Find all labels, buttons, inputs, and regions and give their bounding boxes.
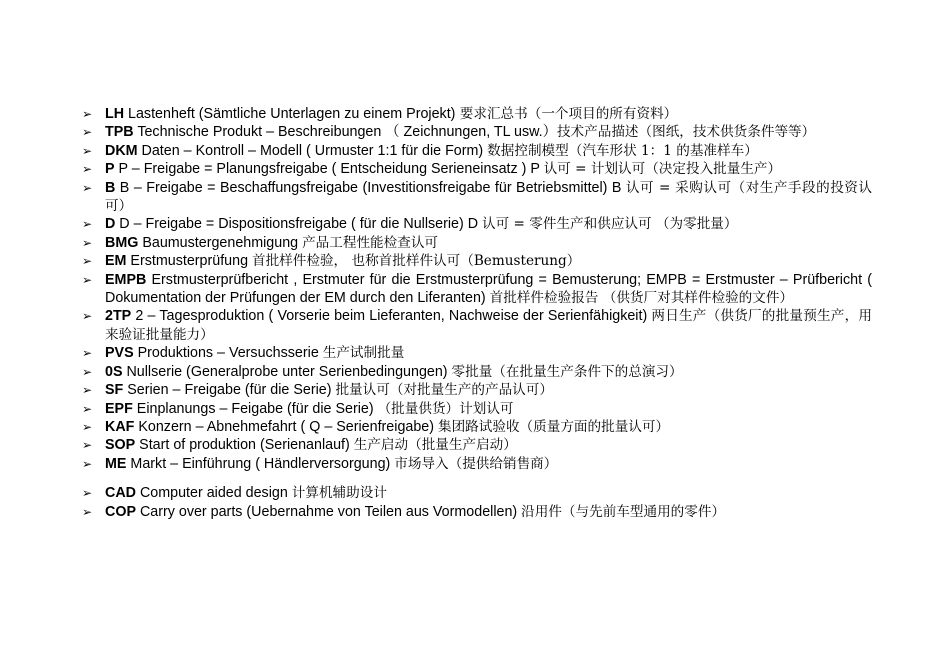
entry-abbreviation: DKM — [105, 142, 138, 159]
entry-chinese-translation: 产品工程性能检查认可 — [302, 234, 439, 251]
arrow-bullet-icon: ➢ — [82, 272, 93, 287]
entry-abbreviation: 0S — [105, 363, 123, 380]
glossary-entry — [82, 363, 872, 381]
entry-abbreviation: CAD — [105, 485, 136, 502]
entry-chinese-translation: 认可 = 零件生产和供应认可 （为零批量） — [482, 216, 738, 233]
arrow-bullet-icon: ➢ — [82, 401, 93, 416]
entry-chinese-translation: 技术产品描述（图纸，技术供货条件等等） — [556, 124, 816, 141]
entry-abbreviation: PVS — [105, 345, 134, 362]
entry-chinese-translation: 市场导入（提供给销售商） — [394, 455, 558, 472]
glossary-entry — [82, 455, 872, 473]
glossary-entry — [82, 503, 872, 521]
entry-chinese-translation: 要求汇总书（一个项目的所有资料） — [455, 106, 678, 122]
entry-chinese-translation: 零批量（在批量生产条件下的总演习） — [451, 363, 683, 380]
entry-german-definition: Computer aided design — [135, 485, 292, 502]
arrow-bullet-icon: ➢ — [82, 346, 93, 361]
glossary-entry — [82, 123, 872, 141]
entry-abbreviation: 2TP — [105, 308, 132, 325]
entry-chinese-translation: 认可 = 计划认可（决定投入批量生产） — [543, 161, 782, 178]
arrow-bullet-icon: ➢ — [82, 383, 93, 398]
entry-german-definition: Baumustergenehmigung — [138, 234, 303, 251]
arrow-bullet-icon: ➢ — [82, 419, 93, 434]
glossary-entry — [82, 179, 872, 216]
entry-chinese-translation: 首批样件检验， 也称首批样件认可（Bemusterung） — [252, 253, 581, 270]
glossary-entry — [82, 215, 872, 233]
arrow-bullet-icon: ➢ — [82, 364, 93, 379]
arrow-bullet-icon: ➢ — [82, 162, 93, 177]
entry-german-definition: Nullserie (Generalprobe unter Serienbedingungen) — [122, 363, 452, 380]
arrow-bullet-icon: ➢ — [82, 309, 93, 324]
entry-german-definition: 2 – Tagesproduktion ( Vorserie beim Lieferanten, Nachweise der Serienfähigkeit) — [131, 308, 652, 325]
entry-german-definition: Einplanungs – Feigabe (für die Serie) — [132, 400, 378, 417]
entry-abbreviation: EMPB — [105, 271, 147, 288]
entry-abbreviation: BMG — [105, 234, 139, 251]
entry-german-definition: Carry over parts (Uebernahme von Teilen aus Vormodellen) — [135, 503, 522, 520]
entry-german-definition: Technische Produkt – Beschreibungen （ Zeichnungen, TL usw.） — [133, 124, 557, 141]
entry-german-definition: Serien – Freigabe (für die Serie) — [123, 382, 336, 399]
entry-german-definition: D – Freigabe = Dispositionsfreigabe ( für die Nullserie) D — [115, 216, 483, 233]
glossary-entry — [82, 271, 872, 308]
arrow-bullet-icon: ➢ — [82, 125, 93, 140]
entry-chinese-translation: 集团路试验收（质量方面的批量认可） — [437, 418, 670, 435]
entry-german-definition: Konzern – Abnehmefahrt ( Q – Serienfreigabe) — [134, 418, 438, 435]
entry-german-definition: Daten – Kontroll – Modell ( Urmuster 1:1 für die Form) — [137, 142, 488, 159]
entry-german-definition: Start of produktion (Serienanlauf) — [135, 437, 354, 454]
abbreviation-glossary — [82, 105, 872, 521]
glossary-entry — [82, 418, 872, 436]
arrow-bullet-icon: ➢ — [82, 235, 93, 250]
glossary-entry — [82, 142, 872, 160]
arrow-bullet-icon: ➢ — [82, 456, 93, 471]
list-spacer — [82, 473, 872, 484]
entry-abbreviation: P — [105, 161, 115, 178]
entry-german-definition: Erstmusterprüfbericht , Erstmuter für die Erstmusterprüfung = Bemusterung; EMPB = Erstmuster – Prüfbericht ( Dokumentation der Prüfungen der EM durch den Liferanten) — [105, 271, 872, 307]
entry-abbreviation: COP — [105, 503, 136, 520]
entry-chinese-translation: 两日生产（供货厂的批量预生产，用来验证批量能力） — [105, 308, 872, 343]
entry-abbreviation: SOP — [105, 437, 136, 454]
glossary-entry — [82, 307, 872, 344]
glossary-entry — [82, 252, 872, 270]
arrow-bullet-icon: ➢ — [82, 486, 93, 501]
entry-chinese-translation: 沿用件（与先前车型通用的零件） — [521, 503, 726, 520]
entry-german-definition: Lastenheft (Sämtliche Unterlagen zu einem Projekt) — [124, 106, 456, 122]
glossary-entry — [82, 484, 872, 502]
entry-german-definition: P – Freigabe = Planungsfreigabe ( Entscheidung Serieneinsatz ) P — [114, 161, 544, 178]
arrow-bullet-icon: ➢ — [82, 254, 93, 269]
glossary-entry — [82, 160, 872, 178]
entry-abbreviation: EM — [105, 253, 127, 270]
entry-german-definition: B – Freigabe = Beschaffungsfreigabe (Investitionsfreigabe für Betriebsmittel) B — [115, 179, 626, 196]
entry-chinese-translation: （批量供货）计划认可 — [377, 400, 514, 417]
arrow-bullet-icon: ➢ — [82, 504, 93, 519]
entry-abbreviation: KAF — [105, 418, 135, 435]
entry-german-definition: Produktions – Versuchsserie — [133, 345, 323, 362]
entry-german-definition: Markt – Einführung ( Händlerversorgung) — [126, 455, 395, 472]
entry-abbreviation: LH — [105, 106, 125, 122]
glossary-entry — [82, 105, 872, 123]
arrow-bullet-icon: ➢ — [82, 143, 93, 158]
entry-chinese-translation: 计算机辅助设计 — [291, 485, 387, 502]
entry-chinese-translation: 数据控制模型（汽车形状 1：1 的基准样车） — [487, 142, 758, 159]
glossary-entry — [82, 344, 872, 362]
entry-abbreviation: EPF — [105, 400, 133, 417]
arrow-bullet-icon: ➢ — [82, 180, 93, 195]
glossary-entry — [82, 400, 872, 418]
entry-chinese-translation: 生产试制批量 — [322, 345, 405, 362]
entry-abbreviation: D — [105, 216, 116, 233]
entry-chinese-translation: 生产启动（批量生产启动） — [353, 437, 517, 454]
arrow-bullet-icon: ➢ — [82, 438, 93, 453]
arrow-bullet-icon: ➢ — [82, 107, 93, 121]
glossary-entry — [82, 436, 872, 454]
entry-abbreviation: SF — [105, 382, 124, 399]
entry-abbreviation: ME — [105, 455, 127, 472]
entry-abbreviation: B — [105, 179, 116, 196]
arrow-bullet-icon: ➢ — [82, 217, 93, 232]
glossary-entry — [82, 381, 872, 399]
entry-chinese-translation: 首批样件检验报告 （供货厂对其样件检验的文件） — [489, 290, 794, 307]
entry-chinese-translation: 认可 = 采购认可（对生产手段的投资认可） — [105, 179, 873, 215]
entry-chinese-translation: 批量认可（对批量生产的产品认可） — [335, 382, 553, 399]
entry-german-definition: Erstmusterprüfung — [126, 253, 252, 270]
glossary-entry — [82, 234, 872, 252]
entry-abbreviation: TPB — [105, 124, 134, 141]
